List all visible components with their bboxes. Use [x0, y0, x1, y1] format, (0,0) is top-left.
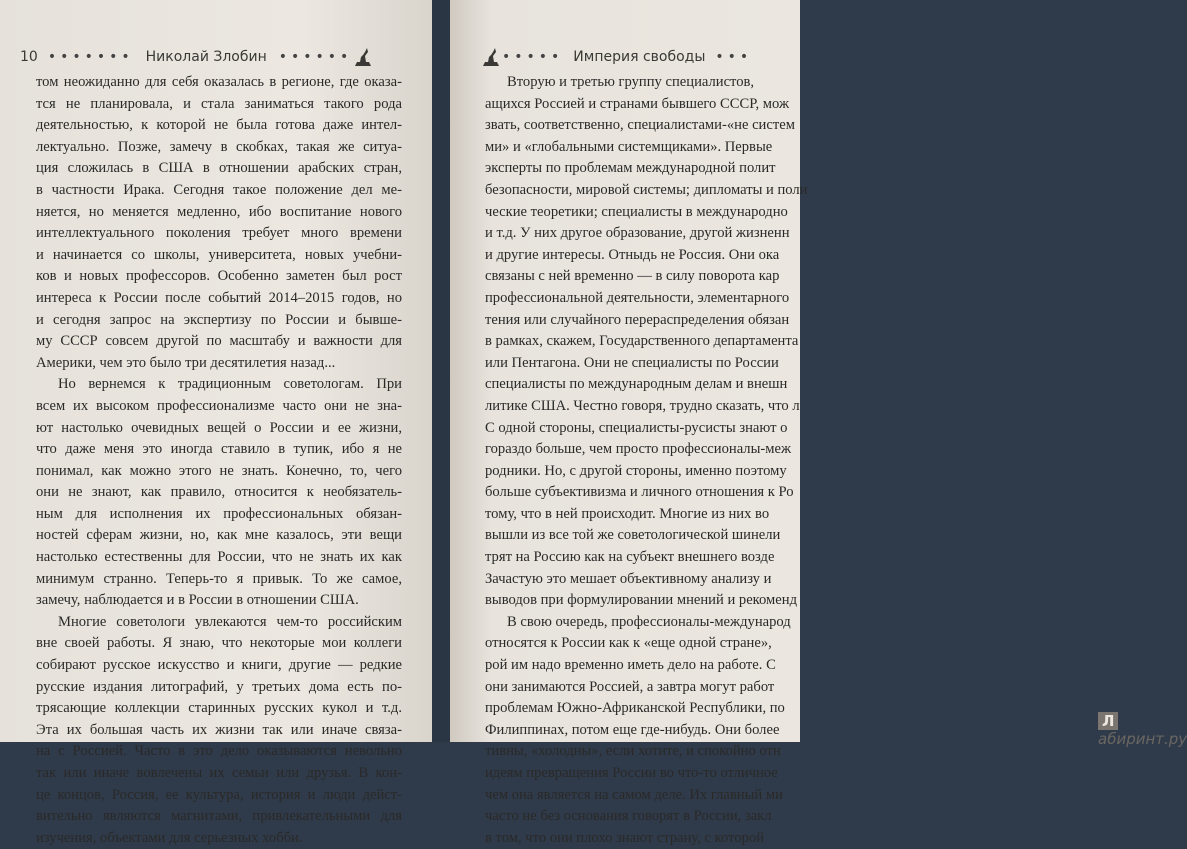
- left-running-header: [20, 44, 392, 70]
- text-line: они занимаются Россией, а завтра могут работ: [485, 678, 775, 695]
- text-line: ми» и «глобальными системщиками». Первые: [485, 138, 773, 155]
- text-line: и сегодня запрос на экспертизу по России и бывше-: [36, 311, 402, 328]
- text-line: проблемам Южно-Африканской Республики, по: [485, 700, 785, 717]
- text-line: связаны с ней временно — в силу поворота кар: [485, 268, 780, 285]
- text-line: часто не без основания говорят в России, закл: [485, 808, 772, 825]
- text-line: на с Россией. Часто в это дело оказываются невольно: [36, 743, 402, 760]
- header-dots: •••••••: [47, 49, 134, 65]
- text-line: ков и новых профессоров. Особенно заметен был рост: [36, 268, 402, 285]
- text-line: Зачастую это мешает объективному анализу и: [485, 570, 772, 587]
- text-line: в том, что они плохо знают страну, с которой: [485, 829, 765, 846]
- text-line: вышли из все той же советологической шинели: [485, 527, 781, 544]
- book-gutter: [432, 0, 450, 742]
- text-line: идеям превращения России во что-то отличное: [485, 765, 778, 781]
- text-line: интеллектуального поколения требует много времени: [36, 225, 402, 242]
- text-line: они не знают, как правило, относится к необязатель-: [36, 484, 402, 501]
- text-line: безопасности, мировой системы; дипломаты и поли: [485, 181, 808, 198]
- text-line: Америки, чем это было три десятилетия назад...: [36, 354, 336, 371]
- text-line: профессиональной деятельности, элементарного: [485, 289, 790, 306]
- text-line: В свою очередь, профессионалы-международ: [507, 613, 791, 630]
- text-line: тому, что в ней происходит. Многие из них во: [485, 505, 770, 522]
- right-running-header: [480, 44, 820, 70]
- text-line: всем их высоком профессионализме часто они не зна-: [36, 397, 402, 414]
- text-line: вительно являются магнитами, привлекательными для: [36, 808, 402, 825]
- text-line: так или иначе вовлечены их семьи или друзья. В кон-: [36, 765, 402, 781]
- left-body-text: [36, 72, 402, 849]
- text-line: в частности Ирака. Сегодня такое положение дел ме-: [36, 181, 402, 198]
- text-line: рой им надо временно иметь дело на работе. С: [485, 657, 776, 674]
- text-line: и начинается со школы, университета, новых учебни-: [36, 246, 402, 263]
- left-page: [0, 0, 432, 846]
- text-line: деятельностью, к которой не была готова даже интел-: [36, 117, 402, 134]
- text-line: относятся к России как к «еще одной стране»,: [485, 635, 772, 652]
- text-line: и т.д. У них другое образование, другой жизненн: [485, 225, 790, 242]
- liberty-statue-icon: [352, 46, 374, 68]
- text-line: Филиппинах, потом еще где-нибудь. Они более: [485, 721, 780, 738]
- text-line: ностей сферам жизни, но, как мне казалось, эти вещи: [36, 527, 402, 544]
- text-line: замечу, наблюдается и в России в отношении США.: [36, 592, 359, 609]
- right-body-text: [485, 72, 905, 849]
- text-line: выводов при формулировании мнений и рекоменд: [485, 592, 797, 609]
- labirint-watermark: [1098, 712, 1187, 748]
- text-line: ным для исполнения их профессиональных обязан-: [36, 505, 402, 522]
- text-line: тивны, «холодны», если хотите, и спокойно отн: [485, 743, 781, 760]
- text-line: гораздо больше, чем просто профессионалы-меж: [485, 441, 792, 458]
- text-line: ция сложилась в США в отношении арабских стран,: [36, 160, 402, 177]
- author-name: Николай Злобин: [145, 49, 267, 65]
- text-line: специалисты по международным делам и внешн: [485, 376, 788, 393]
- text-line: няется, но меняется медленно, ибо воспитание нового: [36, 203, 402, 220]
- text-line: тения или случайного перераспределения обязан: [485, 311, 790, 328]
- text-line: эксперты по проблемам международной полит: [485, 160, 776, 177]
- right-page: [450, 0, 1187, 846]
- text-line: му СССР совсем другой по масштабу и важности для: [36, 333, 402, 350]
- header-dots: ••••••: [278, 49, 353, 65]
- text-line: Эта их большая часть их жизни так или иначе связа-: [36, 721, 402, 738]
- text-line: ют настолько очевидных вещей о России и ее жизни,: [36, 419, 402, 436]
- text-line: ащихся Россией и странами бывшего СССР, мож: [485, 95, 790, 112]
- text-line: изучения, объектами для серьезных хобби.: [36, 829, 303, 846]
- text-line: трясающие коллекции старинных русских кукол и т.д.: [36, 700, 402, 717]
- text-line: настолько естественны для России, что не знать их как: [36, 549, 402, 566]
- text-line: лектуально. Позже, замечу в скобках, такая же ситуа-: [36, 138, 402, 155]
- text-line: С одной стороны, специалисты-русисты знают о: [485, 419, 788, 436]
- text-line: тся не планировала, и стала заниматься такого рода: [36, 95, 402, 112]
- text-line: что даже меня это иногда ставило в тупик, ибо я не: [36, 441, 402, 458]
- text-line: литике США. Честно говоря, трудно сказать, что л: [485, 397, 800, 414]
- text-line: в рамках, скажем, Государственного департамента: [485, 333, 799, 350]
- text-line: вне своей работы. Я знаю, что некоторые мои коллеги: [36, 635, 402, 652]
- header-dots: •••: [715, 49, 753, 65]
- text-line: и другие интересы. Отныдь не Россия. Они ока: [485, 246, 780, 263]
- watermark-text: абиринт.ру: [1098, 730, 1187, 748]
- text-line: русские издания литографий, у третьих дома есть по-: [36, 678, 402, 695]
- text-line: ческие теоретики; специалисты в международно: [485, 203, 788, 220]
- text-line: Вторую и третью группу специалистов,: [507, 74, 755, 90]
- text-line: це концов, Россия, ее культура, история и люди дейст-: [36, 786, 402, 803]
- text-line: понимал, как можно этого не знать. Конечно, то, чего: [36, 462, 402, 479]
- text-line: Многие советологи увлекаются чем-то российским: [58, 613, 402, 630]
- text-line: звать, соответственно, специалистами-«не систем: [485, 117, 795, 134]
- text-line: интереса к России после событий 2014–2015 годов, но: [36, 289, 402, 306]
- liberty-statue-icon: [480, 46, 502, 68]
- text-line: родники. Но, с другой стороны, именно поэтому: [485, 462, 787, 479]
- text-line: трят на Россию как на субъект внешнего возде: [485, 549, 775, 566]
- text-line: том неожиданно для себя оказалась в регионе, где оказа-: [36, 74, 402, 90]
- text-line: чем она является на самом деле. Их главный ми: [485, 786, 783, 803]
- text-line: минимум странно. Теперь-то я привык. То же самое,: [36, 570, 402, 587]
- watermark-badge: Л: [1098, 712, 1118, 730]
- text-line: или Пентагона. Они не специалисты по России: [485, 354, 779, 371]
- text-line: Но вернемся к традиционным советологам. При: [58, 376, 402, 393]
- running-title: Империя свободы: [573, 49, 706, 65]
- text-line: собирают русское искусство и книги, другие — редкие: [36, 657, 402, 674]
- header-dots: •••••: [502, 49, 564, 65]
- text-line: больше субъективизма и личного отношения к Ро: [485, 484, 794, 501]
- page-number: 10: [20, 49, 38, 65]
